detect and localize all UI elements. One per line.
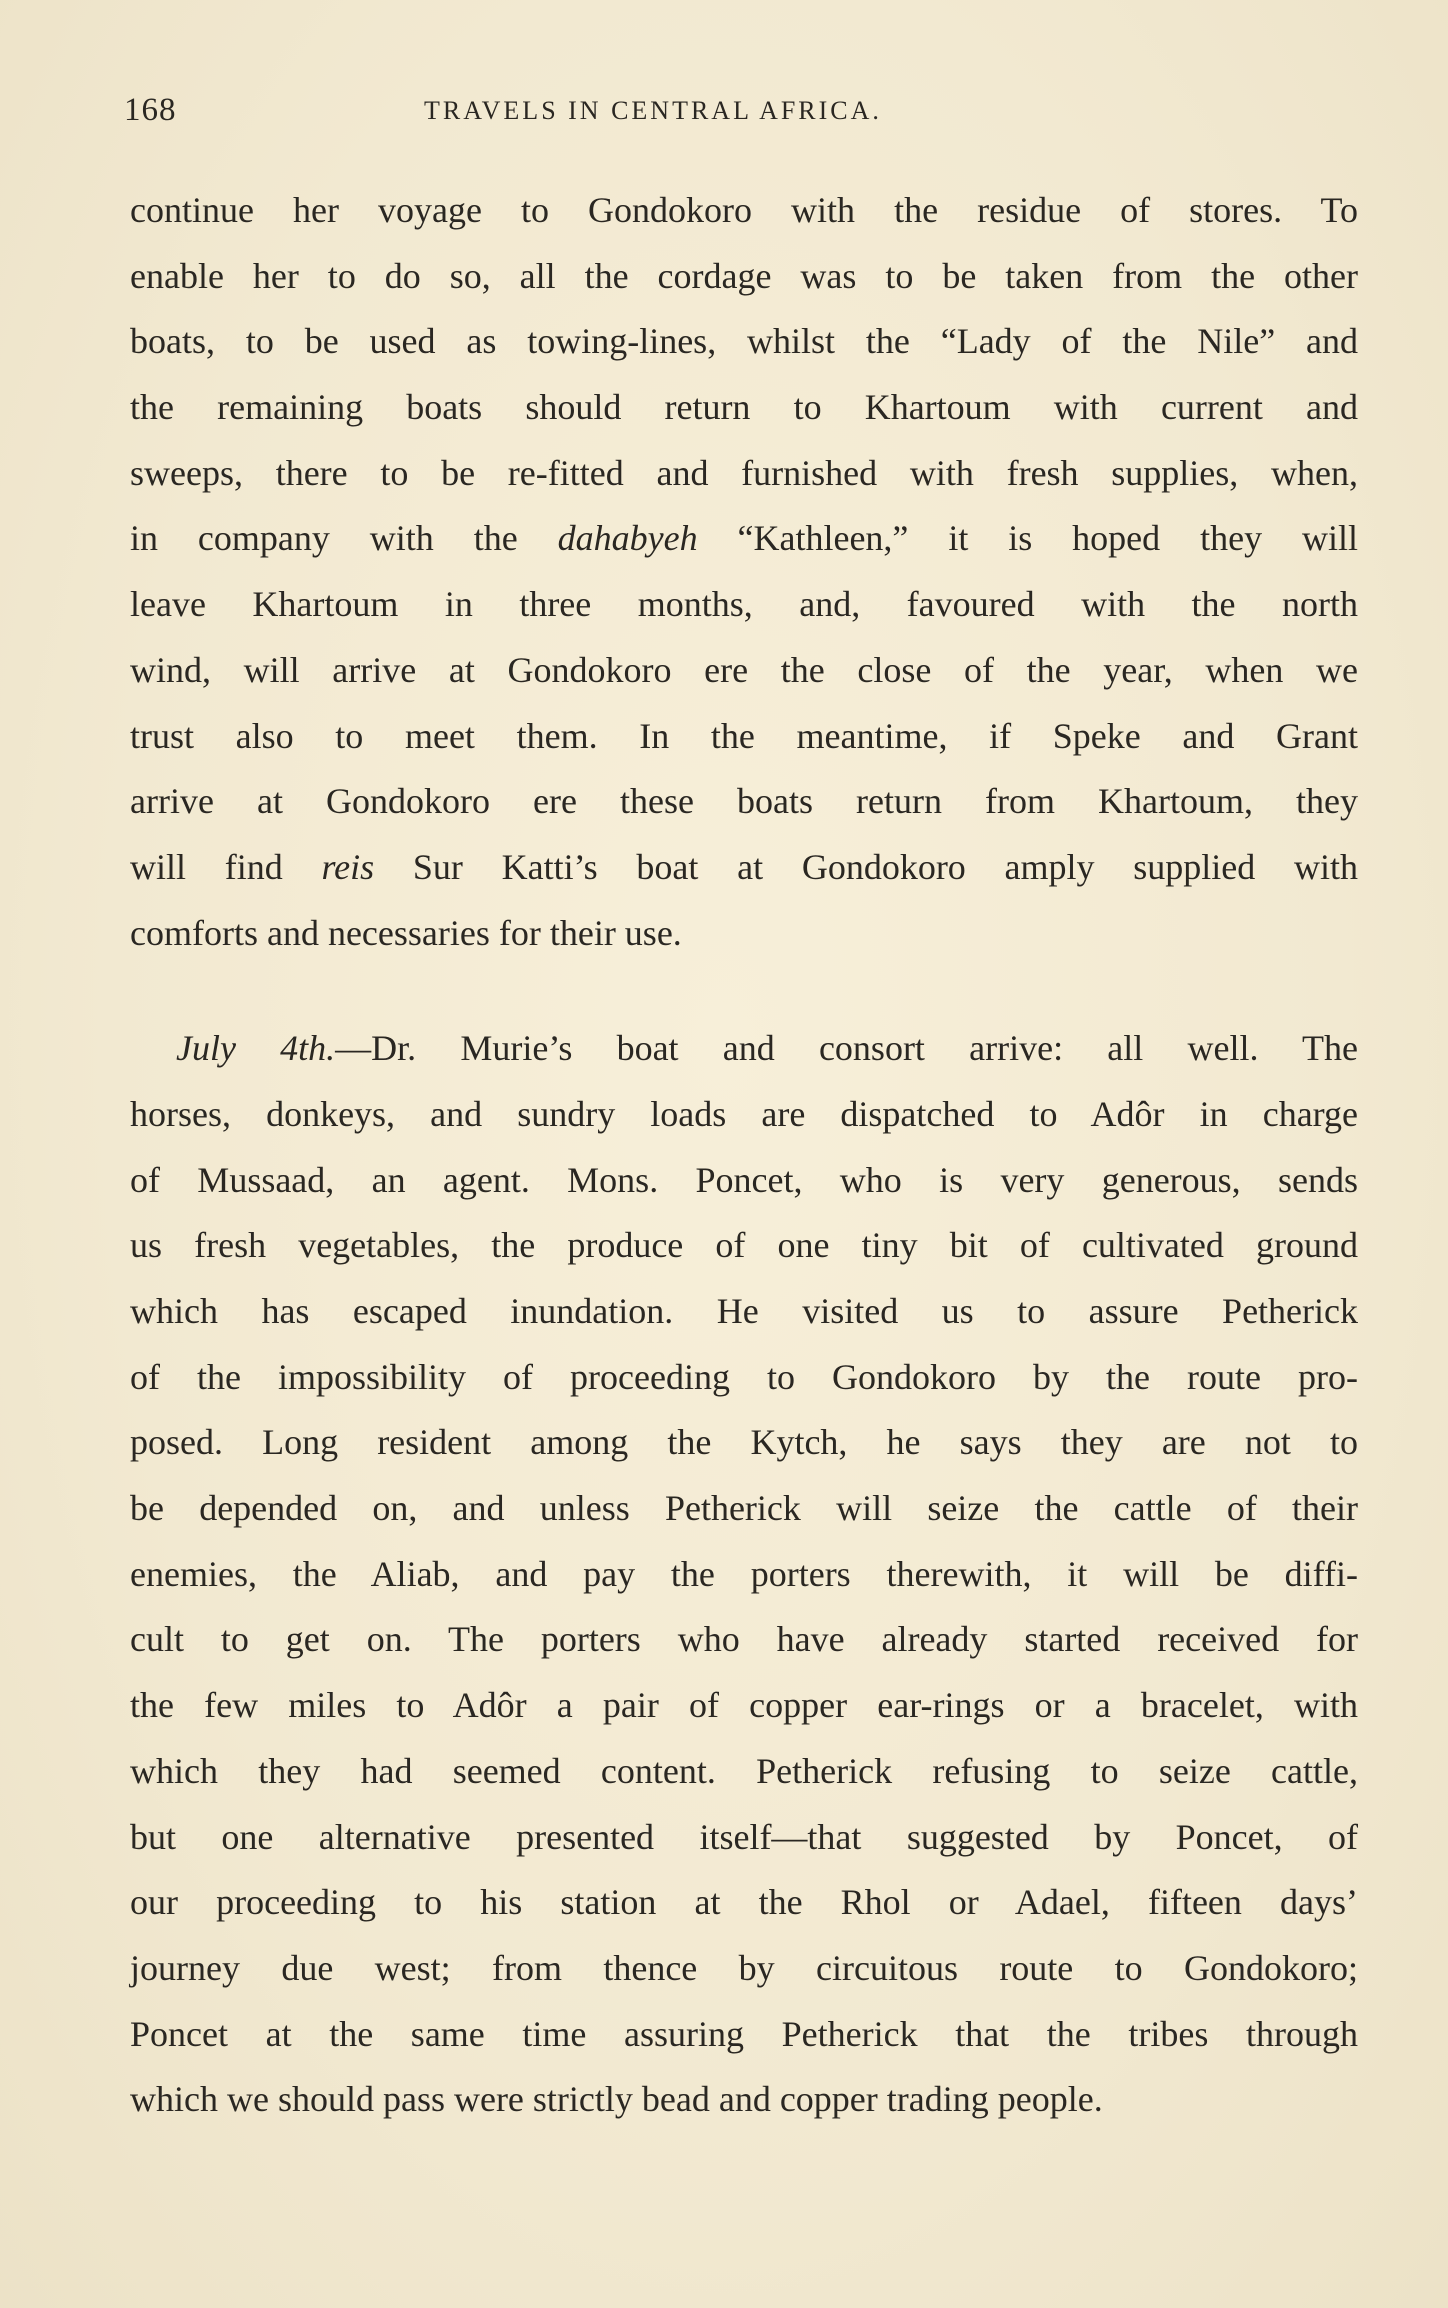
text-line [130,2067,1358,2133]
text-line [130,1805,1358,1871]
text-run: in company with the [130,518,558,559]
text-line [130,572,1358,638]
text-run: continue her voyage to Gondokoro with the residue of stores. To [130,190,1358,230]
paragraph [130,178,1358,966]
text-run: which has escaped inundation. He visited us to assure Petherick [130,1291,1358,1331]
text-line [130,1082,1358,1148]
text-run: which we should pass were strictly bead and copper trading people. [130,2079,1103,2120]
text-run: Poncet at the same time assuring Petherick that the tribes through [130,2013,1358,2054]
running-title: TRAVELS IN CENTRAL AFRICA. [424,96,882,125]
text-line [130,2002,1358,2068]
page-header [124,92,1364,132]
text-run: “Kathleen,” it is hoped they will [697,518,1358,559]
text-line [130,1476,1358,1542]
text-line [130,178,1358,244]
text-line [130,1739,1358,1805]
text-line [130,1279,1358,1345]
italic-text: reis [321,846,375,887]
text-run: leave Khartoum in three months, and, favoured with the north [130,584,1358,625]
text-line [130,1148,1358,1214]
text-run: journey due west; from thence by circuitous route to Gondokoro; [130,1947,1358,1988]
text-run: enemies, the Aliab, and pay the porters therewith, it will be diffi- [130,1553,1358,1594]
text-run: wind, will arrive at Gondokoro ere the close of the year, when we [130,649,1358,690]
text-line [130,375,1358,441]
text-run: boats, to be used as towing-lines, whilst the “Lady of the Nile” and [130,321,1358,362]
text-run: Sur Katti’s boat at Gondokoro amply supplied with [374,846,1358,887]
text-line [130,1673,1358,1739]
text-line [130,1542,1358,1608]
text-run: our proceeding to his station at the Rhol or Adael, fifteen days’ [130,1882,1358,1923]
text-line [130,1410,1358,1476]
italic-text: dahabyeh [557,518,698,559]
text-run: be depended on, and unless Petherick will seize the cattle of their [130,1488,1358,1529]
text-run: trust also to meet them. In the meantime, if Speke and Grant [130,715,1358,756]
text-run: sweeps, there to be re-fitted and furnished with fresh supplies, when, [130,452,1358,493]
paragraph [130,1016,1358,2133]
text-line [130,1870,1358,1936]
body-text [130,178,1358,2133]
text-run: arrive at Gondokoro ere these boats return from Khartoum, they [130,781,1358,822]
text-line [130,638,1358,704]
text-run: enable her to do so, all the cordage was to be taken from the other [130,255,1358,296]
text-line [130,1213,1358,1279]
text-line [130,309,1358,375]
text-run: the few miles to Adôr a pair of copper ear-rings or a bracelet, with [130,1685,1358,1726]
text-line [130,1345,1358,1411]
text-run: which they had seemed content. Petherick refusing to seize cattle, [130,1750,1358,1791]
text-line [130,1936,1358,2002]
text-run: us fresh vegetables, the produce of one tiny bit of cultivated ground [130,1225,1358,1266]
text-run: will find [130,846,322,887]
text-run: of Mussaad, an agent. Mons. Poncet, who is very generous, sends [130,1159,1358,1200]
text-line [130,1016,1358,1082]
text-line [130,441,1358,507]
text-run: posed. Long resident among the Kytch, he says they are not to [130,1422,1358,1463]
text-run: horses, donkeys, and sundry loads are dispatched to Adôr in charge [130,1093,1358,1134]
paragraph-gap [130,966,1358,1016]
text-line [130,901,1358,967]
page-number: 168 [124,92,177,128]
text-line [130,769,1358,835]
text-line [130,506,1358,572]
text-run: the remaining boats should return to Khartoum with current and [130,387,1358,428]
text-run: —Dr. Murie’s boat and consort arrive: all well. The [335,1028,1358,1069]
text-line [130,704,1358,770]
text-line [130,1607,1358,1673]
text-run: but one alternative presented itself—that suggested by Poncet, of [130,1816,1358,1857]
text-run: of the impossibility of proceeding to Gondokoro by the route pro- [130,1356,1358,1397]
text-line [130,835,1358,901]
text-line [130,244,1358,310]
text-run: comforts and necessaries for their use. [130,912,682,953]
text-run: cult to get on. The porters who have already started received for [130,1619,1358,1660]
italic-text: July 4th. [176,1028,336,1069]
